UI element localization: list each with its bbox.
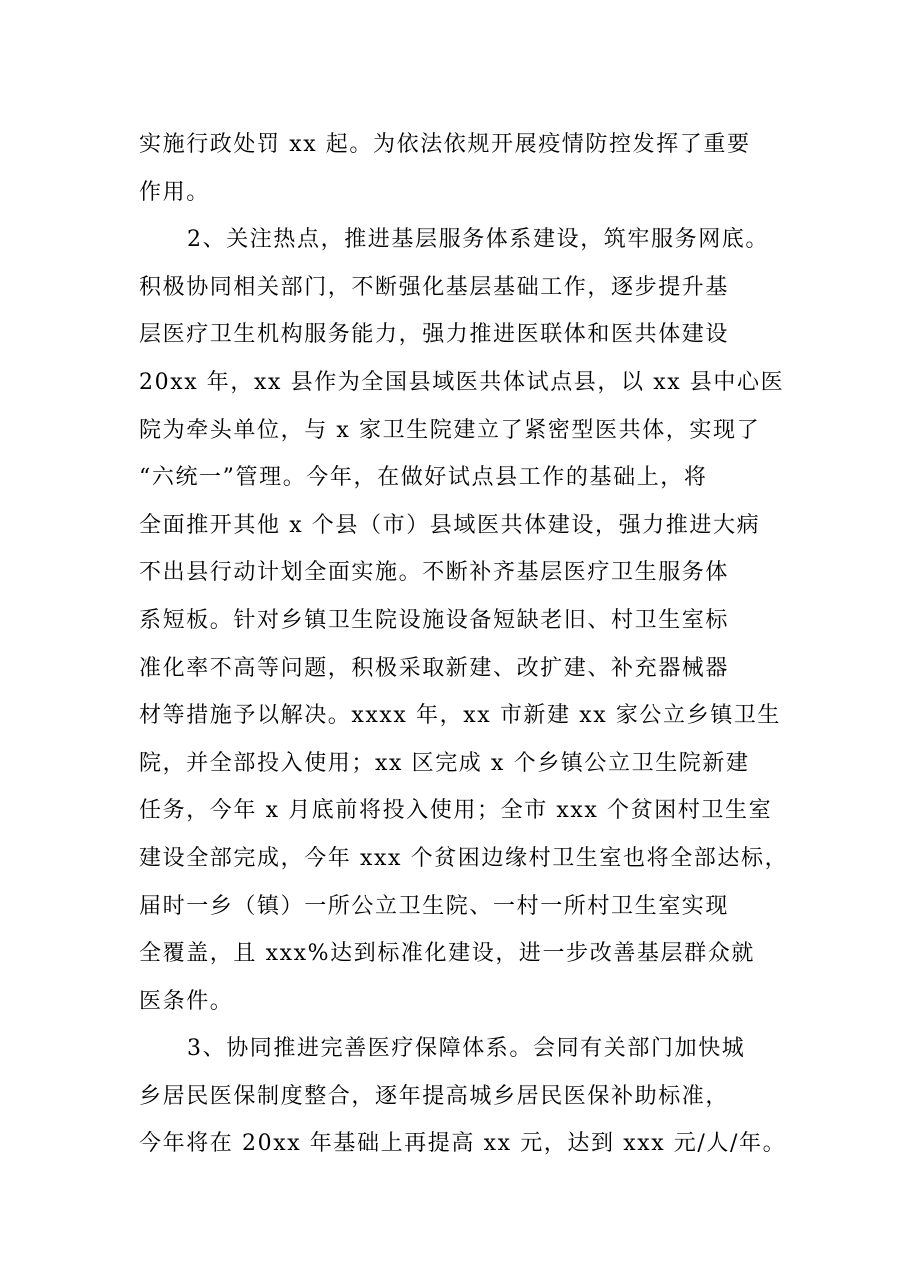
- text-line: 届时一乡（镇）一所公立卫生院、一村一所村卫生室实现: [139, 893, 730, 919]
- text-line: 层医疗卫生机构服务能力，强力推进医联体和医共体建设: [139, 322, 730, 348]
- text-line: 今年将在 20xx 年基础上再提高 xx 元，达到 xxx 元/人/年。: [139, 1131, 787, 1157]
- text-line: 20xx 年，xx 县作为全国县域医共体试点县，以 xx 县中心医: [139, 369, 785, 395]
- text-line: 乡居民医保制度整合，逐年提高城乡居民医保补助标准，: [139, 1083, 730, 1109]
- text-line: 医条件。: [139, 988, 234, 1014]
- text-line: 积极协同相关部门，不断强化基层基础工作，逐步提升基: [139, 274, 730, 300]
- text-line: “六统一”管理。今年，在做好试点县工作的基础上，将: [139, 465, 708, 491]
- text-line: 3、协同推进完善医疗保障体系。会同有关部门加快城: [187, 1036, 746, 1062]
- text-line: 任务，今年 x 月底前将投入使用；全市 xxx 个贫困村卫生室: [139, 798, 773, 824]
- text-line: 2、关注热点，推进基层服务体系建设，筑牢服务网底。: [187, 227, 769, 253]
- text-line: 作用。: [139, 179, 210, 205]
- text-line: 不出县行动计划全面实施。不断补齐基层医疗卫生服务体: [139, 560, 730, 586]
- body-text: [139, 121, 789, 1168]
- text-line: 全覆盖，且 xxx%达到标准化建设，进一步改善基层群众就: [139, 941, 755, 967]
- text-line: 系短板。针对乡镇卫生院设施设备短缺老旧、村卫生室标: [139, 607, 730, 633]
- text-line: 建设全部完成，今年 xxx 个贫困边缘村卫生室也将全部达标，: [139, 845, 789, 871]
- text-line: 材等措施予以解决。xxxx 年，xx 市新建 xx 家公立乡镇卫生: [139, 703, 782, 729]
- text-line: 全面推开其他 x 个县（市）县域医共体建设，强力推进大病: [139, 512, 761, 538]
- text-line: 院，并全部投入使用；xx 区完成 x 个乡镇公立卫生院新建: [139, 750, 750, 776]
- text-line: 准化率不高等问题，积极采取新建、改扩建、补充器械器: [139, 655, 730, 681]
- text-line: 实施行政处罚 xx 起。为依法依规开展疫情防控发挥了重要: [139, 132, 751, 157]
- text-line: 院为牵头单位，与 x 家卫生院建立了紧密型医共体，实现了: [139, 417, 761, 443]
